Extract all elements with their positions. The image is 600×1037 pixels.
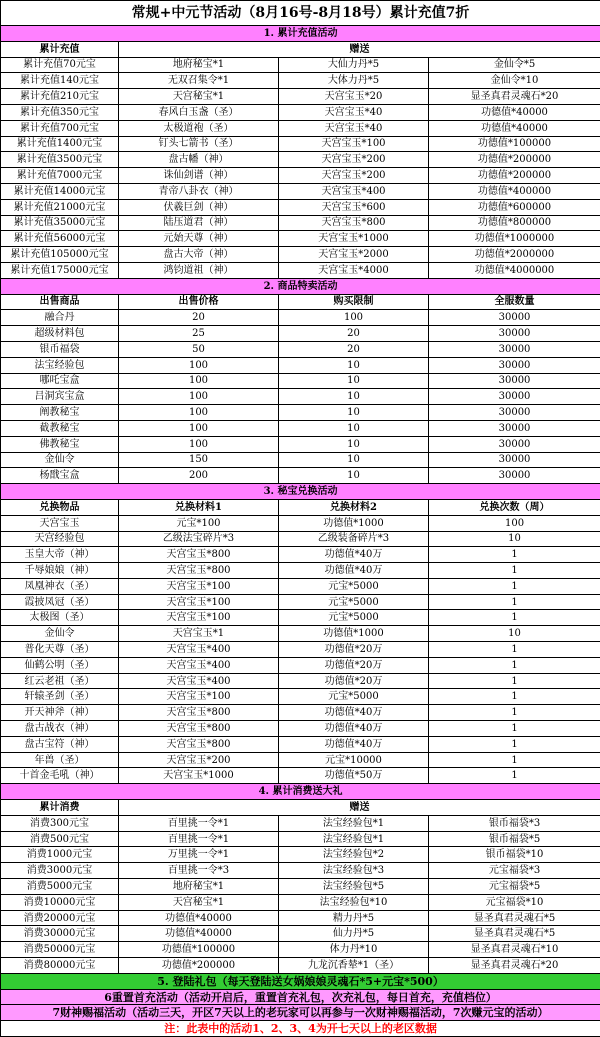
section-title: 1. 累计充值活动: [1, 26, 600, 42]
table-cell: 仙鹤公明（圣）: [1, 657, 119, 673]
table-cell: 显圣真君灵魂石*5: [429, 926, 600, 942]
table-row: [1, 863, 600, 879]
table-cell: 精力丹*5: [279, 910, 429, 926]
table-cell: 地府秘宝*1: [119, 879, 279, 895]
table-cell: 1: [429, 721, 600, 737]
table-cell: 100: [119, 420, 279, 436]
table-cell: 20: [279, 341, 429, 357]
table-cell: 万里挑一令*1: [119, 847, 279, 863]
table-cell: 1: [429, 689, 600, 705]
column-header: 购买限制: [279, 294, 429, 310]
table-cell: 1: [429, 673, 600, 689]
table-row: [1, 183, 600, 199]
table-cell: 天宫宝玉*800: [119, 705, 279, 721]
table-cell: 天宫宝玉*1000: [119, 768, 279, 784]
table-row: [1, 610, 600, 626]
table-cell: 30000: [429, 436, 600, 452]
table-row: [1, 752, 600, 768]
column-header: 出售价格: [119, 294, 279, 310]
table-cell: 100: [119, 405, 279, 421]
table-cell: 天宫宝玉*400: [119, 657, 279, 673]
table-cell: 功德值*1000: [279, 515, 429, 531]
table-cell: 乙级装备碎片*3: [279, 531, 429, 547]
table-cell: 功德值*1000000: [429, 231, 600, 247]
reset-recharge-banner: 6重置首充活动（活动开启后，重置首充礼包，次充礼包，每日首充，充值档位）: [1, 989, 600, 1005]
table-cell: 10: [279, 436, 429, 452]
table-cell: 百里挑一令*3: [119, 863, 279, 879]
table-cell: 累计充值700元宝: [1, 120, 119, 136]
header-row: [1, 499, 600, 515]
table-row: [1, 262, 600, 278]
banner-row: [1, 989, 600, 1005]
table-cell: 功德值*4000000: [429, 262, 600, 278]
table-cell: 阐教秘宝: [1, 405, 119, 421]
table-cell: 银币福袋*5: [429, 831, 600, 847]
column-header: 兑换物品: [1, 499, 119, 515]
table-cell: 天宫宝玉*200: [119, 752, 279, 768]
section-title: 2. 商品特卖活动: [1, 278, 600, 294]
table-cell: 吕洞宾宝盒: [1, 389, 119, 405]
section-header: [1, 484, 600, 500]
table-row: [1, 468, 600, 484]
table-row: [1, 642, 600, 658]
table-cell: 盘古幡（神）: [119, 152, 279, 168]
table-row: [1, 942, 600, 958]
table-cell: 银币福袋: [1, 341, 119, 357]
table-row: [1, 736, 600, 752]
table-cell: 轩辕圣剑（圣）: [1, 689, 119, 705]
table-cell: 天宫宝玉*4000: [279, 262, 429, 278]
table-cell: 功德值*400000: [429, 183, 600, 199]
table-cell: 功德值*20万: [279, 673, 429, 689]
table-cell: 功德值*40万: [279, 721, 429, 737]
table-cell: 消费5000元宝: [1, 879, 119, 895]
table-cell: 30000: [429, 468, 600, 484]
table-row: [1, 594, 600, 610]
table-row: [1, 436, 600, 452]
table-row: [1, 452, 600, 468]
table-cell: 天宫宝玉: [1, 515, 119, 531]
table-cell: 累计充值3500元宝: [1, 152, 119, 168]
table-cell: 天宫宝玉*800: [119, 721, 279, 737]
table-cell: 元宝*100: [119, 515, 279, 531]
table-cell: 100: [119, 373, 279, 389]
table-cell: 百里挑一令*1: [119, 815, 279, 831]
table-row: [1, 563, 600, 579]
column-header: 累计充值: [1, 41, 119, 57]
table-cell: 1: [429, 563, 600, 579]
table-cell: 盘古战衣（神）: [1, 721, 119, 737]
table-cell: 陆压道君（神）: [119, 215, 279, 231]
table-cell: 天宫宝玉*2000: [279, 247, 429, 263]
table-cell: 元宝*5000: [279, 689, 429, 705]
table-row: [1, 515, 600, 531]
table-cell: 融合丹: [1, 310, 119, 326]
table-cell: 30000: [429, 357, 600, 373]
table-row: [1, 357, 600, 373]
table-cell: 红云老祖（圣）: [1, 673, 119, 689]
table-cell: 百里挑一令*1: [119, 831, 279, 847]
table-row: [1, 373, 600, 389]
table-cell: 金仙令: [1, 452, 119, 468]
table-cell: 伏羲巨剑（神）: [119, 199, 279, 215]
table-cell: 消费1000元宝: [1, 847, 119, 863]
table-cell: 天宫宝玉*1: [119, 626, 279, 642]
table-cell: 天宫宝玉*400: [119, 642, 279, 658]
table-cell: 佛教秘宝: [1, 436, 119, 452]
table-row: [1, 894, 600, 910]
table-cell: 元宝福袋*5: [429, 879, 600, 895]
table-cell: 仙力丹*5: [279, 926, 429, 942]
table-cell: 元宝*5000: [279, 610, 429, 626]
column-header: 兑换次数（周）: [429, 499, 600, 515]
table-row: [1, 815, 600, 831]
table-cell: 显圣真君灵魂石*10: [429, 942, 600, 958]
page-title: 常规+中元节活动（8月16号-8月18号）累计充值7折: [1, 1, 600, 26]
table-cell: 天宫秘宝*1: [119, 89, 279, 105]
table-cell: 大体力丹*5: [279, 73, 429, 89]
table-cell: 功德值*20万: [279, 642, 429, 658]
table-cell: 10: [429, 626, 600, 642]
table-cell: 盘古大帝（神）: [119, 247, 279, 263]
table-row: [1, 389, 600, 405]
table-cell: 元宝*5000: [279, 594, 429, 610]
table-cell: 钉头七箭书（圣）: [119, 136, 279, 152]
table-row: [1, 689, 600, 705]
table-cell: 法宝经验包: [1, 357, 119, 373]
table-row: [1, 910, 600, 926]
table-cell: 1: [429, 547, 600, 563]
table-row: [1, 341, 600, 357]
table-cell: 法宝经验包*1: [279, 831, 429, 847]
table-cell: 显圣真君灵魂石*20: [429, 958, 600, 974]
table-cell: 100: [119, 389, 279, 405]
table-cell: 金仙令*5: [429, 57, 600, 73]
table-cell: 银币福袋*10: [429, 847, 600, 863]
table-cell: 天宫宝玉*200: [279, 152, 429, 168]
column-header: 赠送: [119, 800, 600, 816]
table-cell: 天宫宝玉*100: [119, 689, 279, 705]
table-row: [1, 136, 600, 152]
table-cell: 功德值*600000: [429, 199, 600, 215]
table-cell: 100: [119, 436, 279, 452]
table-cell: 功德值*40000: [119, 910, 279, 926]
table-cell: 年兽（圣）: [1, 752, 119, 768]
table-cell: 累计充值7000元宝: [1, 168, 119, 184]
footnote: 注：此表中的活动1、2、3、4为开七天以上的老区数据: [1, 1021, 600, 1037]
table-row: [1, 673, 600, 689]
table-cell: 天宫宝玉*1000: [279, 231, 429, 247]
table-cell: 累计充值70元宝: [1, 57, 119, 73]
table-cell: 截教秘宝: [1, 420, 119, 436]
table-cell: 1: [429, 752, 600, 768]
banner-row: [1, 1005, 600, 1021]
header-row: [1, 294, 600, 310]
table-cell: 30000: [429, 326, 600, 342]
table-cell: 天宫宝玉*100: [279, 136, 429, 152]
table-cell: 显圣真君灵魂石*5: [429, 910, 600, 926]
table-cell: 30000: [429, 389, 600, 405]
table-cell: 功德值*40000: [429, 104, 600, 120]
table-row: [1, 73, 600, 89]
table-cell: 消费3000元宝: [1, 863, 119, 879]
table-cell: 功德值*20万: [279, 657, 429, 673]
table-cell: 青帝八卦衣（神）: [119, 183, 279, 199]
table-cell: 10: [279, 373, 429, 389]
table-cell: 1: [429, 610, 600, 626]
table-cell: 功德值*50万: [279, 768, 429, 784]
table-cell: 30000: [429, 341, 600, 357]
table-cell: 功德值*100000: [119, 942, 279, 958]
fortune-banner: 7财神赐福活动（活动三天，开区7天以上的老玩家可以再参与一次财神赐福活动，7次赚元宝的活动）: [1, 1005, 600, 1021]
table-cell: 累计充值14000元宝: [1, 183, 119, 199]
table-cell: 显圣真君灵魂石*20: [429, 89, 600, 105]
table-cell: 50: [119, 341, 279, 357]
table-row: [1, 405, 600, 421]
table-cell: 10: [279, 420, 429, 436]
table-cell: 消费300元宝: [1, 815, 119, 831]
table-cell: 千辱娘娘（神）: [1, 563, 119, 579]
table-cell: 累计充值350元宝: [1, 104, 119, 120]
section-header: [1, 784, 600, 800]
header-row: [1, 800, 600, 816]
table-row: [1, 247, 600, 263]
table-cell: 30000: [429, 310, 600, 326]
table-cell: 银币福袋*3: [429, 815, 600, 831]
table-row: [1, 879, 600, 895]
table-cell: 1: [429, 594, 600, 610]
table-cell: 天宫宝玉*100: [119, 578, 279, 594]
table-cell: 法宝经验包*3: [279, 863, 429, 879]
table-cell: 10: [279, 468, 429, 484]
table-cell: 30000: [429, 373, 600, 389]
table-cell: 30000: [429, 420, 600, 436]
login-gift-banner: 5. 登陆礼包（每天登陆送女娲娘娘灵魂石*5+元宝*500）: [1, 973, 600, 989]
table-cell: 法宝经验包*10: [279, 894, 429, 910]
table-cell: 功德值*40万: [279, 547, 429, 563]
table-cell: 春风白玉盏（圣）: [119, 104, 279, 120]
table-row: [1, 847, 600, 863]
table-row: [1, 420, 600, 436]
table-cell: 100: [429, 515, 600, 531]
table-cell: 功德值*40万: [279, 736, 429, 752]
table-row: [1, 705, 600, 721]
table-row: [1, 104, 600, 120]
table-cell: 天宫宝玉*800: [279, 215, 429, 231]
section-header: [1, 278, 600, 294]
table-cell: 10: [429, 531, 600, 547]
table-cell: 消费500元宝: [1, 831, 119, 847]
table-row: [1, 57, 600, 73]
table-cell: 天宫宝玉*200: [279, 168, 429, 184]
table-row: [1, 831, 600, 847]
table-cell: 功德值*200000: [429, 152, 600, 168]
column-header: 兑换材料2: [279, 499, 429, 515]
column-header: 出售商品: [1, 294, 119, 310]
table-cell: 霞披凤冠（圣）: [1, 594, 119, 610]
table-cell: 元宝福袋*10: [429, 894, 600, 910]
table-row: [1, 926, 600, 942]
table-row: [1, 89, 600, 105]
table-cell: 超级材料包: [1, 326, 119, 342]
table-cell: 无双召集令*1: [119, 73, 279, 89]
table-cell: 累计充值56000元宝: [1, 231, 119, 247]
table-cell: 30000: [429, 405, 600, 421]
table-cell: 太极道袍（圣）: [119, 120, 279, 136]
table-cell: 20: [279, 326, 429, 342]
table-row: [1, 199, 600, 215]
table-cell: 天宫经验包: [1, 531, 119, 547]
table-row: [1, 531, 600, 547]
table-cell: 元始天尊（神）: [119, 231, 279, 247]
table-cell: 累计充值140元宝: [1, 73, 119, 89]
section-header: [1, 26, 600, 42]
table-cell: 天宫宝玉*400: [119, 673, 279, 689]
table-cell: 1: [429, 705, 600, 721]
table-cell: 功德值*100000: [429, 136, 600, 152]
table-cell: 金仙令*10: [429, 73, 600, 89]
table-cell: 天宫宝玉*100: [119, 594, 279, 610]
table-cell: 消费50000元宝: [1, 942, 119, 958]
column-header: 赠送: [119, 41, 600, 57]
table-row: [1, 721, 600, 737]
table-cell: 体力丹*10: [279, 942, 429, 958]
table-row: [1, 168, 600, 184]
table-cell: 10: [279, 357, 429, 373]
table-row: [1, 626, 600, 642]
table-cell: 天宫宝玉*100: [119, 610, 279, 626]
table-cell: 1: [429, 642, 600, 658]
note-row: [1, 1021, 600, 1037]
table-cell: 鸿钧道祖（神）: [119, 262, 279, 278]
table-cell: 累计充值175000元宝: [1, 262, 119, 278]
table-cell: 功德值*2000000: [429, 247, 600, 263]
table-cell: 功德值*800000: [429, 215, 600, 231]
table-row: [1, 152, 600, 168]
table-row: [1, 310, 600, 326]
table-cell: 消费20000元宝: [1, 910, 119, 926]
table-row: [1, 326, 600, 342]
table-cell: 天宫宝玉*400: [279, 183, 429, 199]
table-cell: 乙级法宝碎片*3: [119, 531, 279, 547]
table-cell: 消费10000元宝: [1, 894, 119, 910]
table-row: [1, 657, 600, 673]
table-cell: 1: [429, 768, 600, 784]
table-cell: 凤凰神衣（圣）: [1, 578, 119, 594]
table-cell: 开天神斧（神）: [1, 705, 119, 721]
table-cell: 100: [279, 310, 429, 326]
table-cell: 天宫宝玉*800: [119, 547, 279, 563]
table-cell: 功德值*200000: [119, 958, 279, 974]
table-cell: 累计充值21000元宝: [1, 199, 119, 215]
table-row: [1, 958, 600, 974]
table-row: [1, 768, 600, 784]
table-cell: 十首金毛吼（神）: [1, 768, 119, 784]
table-cell: 金仙令: [1, 626, 119, 642]
table-cell: 1: [429, 736, 600, 752]
header-row: [1, 41, 600, 57]
table-cell: 功德值*40万: [279, 563, 429, 579]
table-cell: 10: [279, 405, 429, 421]
table-cell: 玉皇大帝（神）: [1, 547, 119, 563]
table-cell: 盘古宝符（神）: [1, 736, 119, 752]
table-cell: 20: [119, 310, 279, 326]
table-cell: 法宝经验包*5: [279, 879, 429, 895]
column-header: 兑换材料1: [119, 499, 279, 515]
table-cell: 消费30000元宝: [1, 926, 119, 942]
table-cell: 天宫宝玉*600: [279, 199, 429, 215]
banner-row: [1, 973, 600, 989]
table-cell: 天宫秘宝*1: [119, 894, 279, 910]
table-cell: 10: [279, 389, 429, 405]
table-cell: 功德值*40000: [429, 120, 600, 136]
table-cell: 天宫宝玉*40: [279, 120, 429, 136]
table-cell: 100: [119, 357, 279, 373]
table-cell: 25: [119, 326, 279, 342]
table-cell: 累计充值210元宝: [1, 89, 119, 105]
table-cell: 法宝经验包*2: [279, 847, 429, 863]
table-cell: 1: [429, 657, 600, 673]
table-cell: 200: [119, 468, 279, 484]
table-cell: 10: [279, 452, 429, 468]
section-title: 3. 秘宝兑换活动: [1, 484, 600, 500]
column-header: 全服数量: [429, 294, 600, 310]
table-cell: 普化天尊（圣）: [1, 642, 119, 658]
table-cell: 九龙沉香辇*1（圣）: [279, 958, 429, 974]
table-cell: 累计充值1400元宝: [1, 136, 119, 152]
table-row: [1, 547, 600, 563]
table-cell: 大仙力丹*5: [279, 57, 429, 73]
table-cell: 元宝*5000: [279, 578, 429, 594]
table-cell: 30000: [429, 452, 600, 468]
table-cell: 1: [429, 578, 600, 594]
table-row: [1, 215, 600, 231]
table-cell: 元宝*10000: [279, 752, 429, 768]
table-cell: 地府秘宝*1: [119, 57, 279, 73]
table-cell: 天宫宝玉*40: [279, 104, 429, 120]
table-row: [1, 120, 600, 136]
table-cell: 法宝经验包*1: [279, 815, 429, 831]
column-header: 累计消费: [1, 800, 119, 816]
table-row: [1, 231, 600, 247]
table-cell: 累计充值35000元宝: [1, 215, 119, 231]
table-cell: 天宫宝玉*800: [119, 736, 279, 752]
table-row: [1, 578, 600, 594]
table-cell: 功德值*40万: [279, 705, 429, 721]
table-cell: 消费80000元宝: [1, 958, 119, 974]
table-cell: 诛仙剑谱（神）: [119, 168, 279, 184]
table-cell: 功德值*1000: [279, 626, 429, 642]
table-cell: 功德值*40000: [119, 926, 279, 942]
table-cell: 天宫宝玉*20: [279, 89, 429, 105]
table-cell: 元宝福袋*3: [429, 863, 600, 879]
table-cell: 功德值*200000: [429, 168, 600, 184]
table-cell: 150: [119, 452, 279, 468]
table-cell: 天宫宝玉*800: [119, 563, 279, 579]
table-cell: 累计充值105000元宝: [1, 247, 119, 263]
table-cell: 杨戬宝盒: [1, 468, 119, 484]
section-title: 4. 累计消费送大礼: [1, 784, 600, 800]
table-cell: 哪吒宝盒: [1, 373, 119, 389]
table-cell: 太极图（圣）: [1, 610, 119, 626]
